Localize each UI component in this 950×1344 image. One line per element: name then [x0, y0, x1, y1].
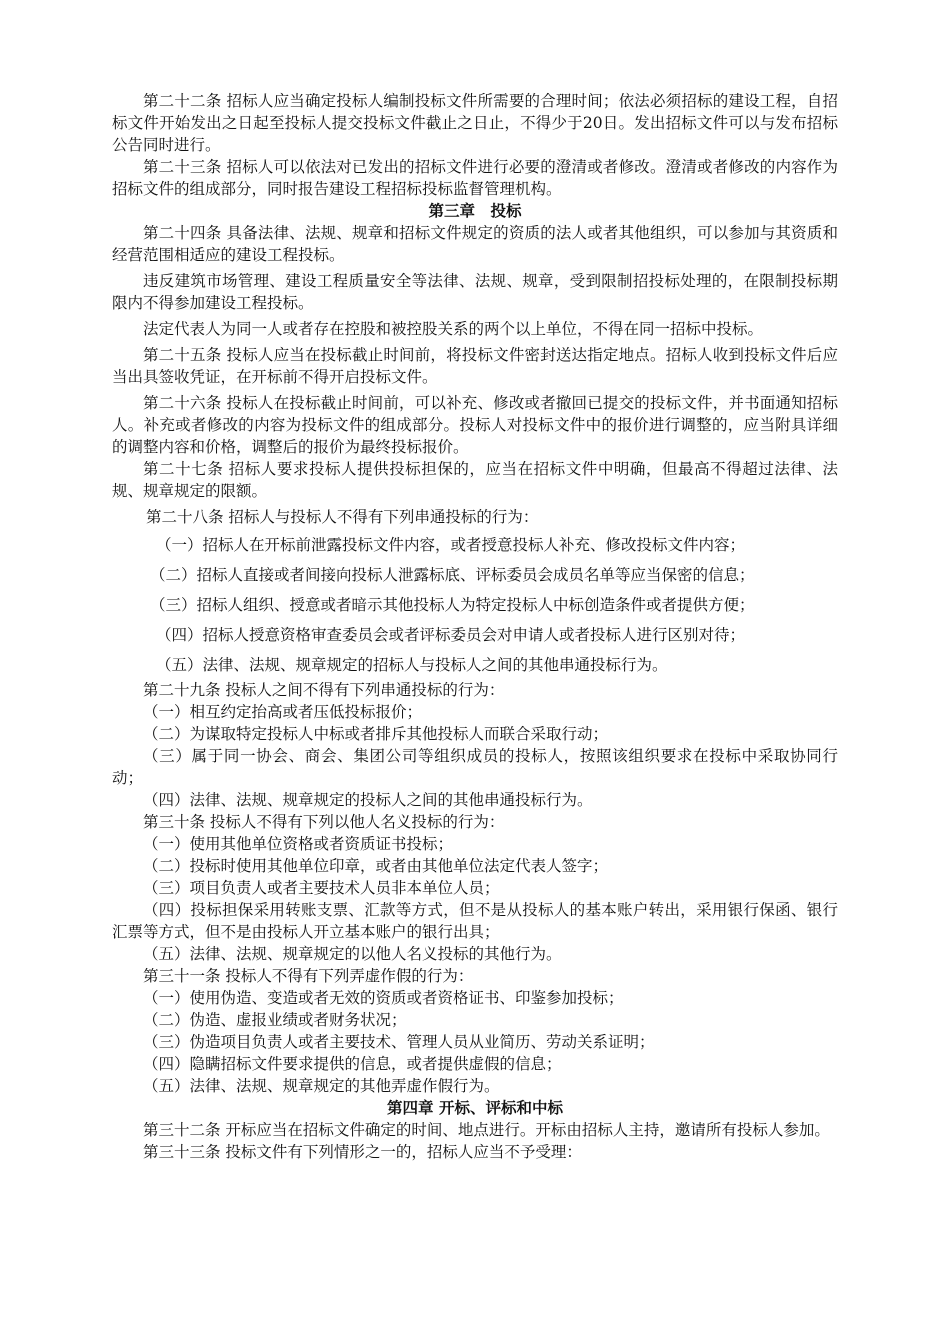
article-28: 第二十八条 招标人与投标人不得有下列串通投标的行为：	[146, 508, 539, 526]
article-24-para-2: 违反建筑市场管理、建设工程质量安全等法律、法规、规章，受到限制招投标处理的，在限制投标期限内不得参加建设工程投标。	[112, 272, 838, 312]
article-33: 第三十三条 投标文件有下列情形之一的，招标人应当不予受理：	[143, 1143, 582, 1161]
article-29-item-2: （二）为谋取特定投标人中标或者排斥其他投标人而联合采取行动；	[143, 725, 609, 743]
article-31-item-4: （四）隐瞒招标文件要求提供的信息，或者提供虚假的信息；	[143, 1055, 562, 1073]
article-29-item-1: （一）相互约定抬高或者压低投标报价；	[143, 703, 423, 721]
article-31-item-1: （一）使用伪造、变造或者无效的资质或者资格证书、印鉴参加投标；	[143, 989, 624, 1007]
article-32: 第三十二条 开标应当在招标文件确定的时间、地点进行。开标由招标人主持，邀请所有投标人参加。	[143, 1121, 830, 1139]
chapter-4-heading: 第四章 开标、评标和中标	[387, 1098, 563, 1117]
article-28-item-3: （三）招标人组织、授意或者暗示其他投标人为特定投标人中标创造条件或者提供方便；	[150, 596, 755, 614]
chapter-3-heading: 第三章 投标	[428, 201, 522, 220]
article-30: 第三十条 投标人不得有下列以他人名义投标的行为：	[143, 813, 505, 831]
article-29-item-3: （三）属于同一协会、商会、集团公司等组织成员的投标人，按照该组织要求在投标中采取协同行动；	[112, 747, 838, 787]
article-26: 第二十六条 投标人在投标截止时间前，可以补充、修改或者撤回已提交的投标文件，并书面通知招标人。补充或者修改的内容为投标文件的组成部分。投标人对投标文件中的报价进行调整的，应当附具详细的调整内容和价格，调整后的报价为最终投标报价。	[112, 394, 838, 456]
article-29: 第二十九条 投标人之间不得有下列串通投标的行为：	[143, 681, 505, 699]
article-30-item-4: （四）投标担保采用转账支票、汇款等方式，但不是从投标人的基本账户转出，采用银行保函、银行汇票等方式，但不是由投标人开立基本账户的银行出具；	[112, 901, 838, 941]
article-24: 第二十四条 具备法律、法规、规章和招标文件规定的资质的法人或者其他组织，可以参加与其资质和经营范围相适应的建设工程投标。	[112, 224, 838, 264]
article-30-item-2: （二）投标时使用其他单位印章，或者由其他单位法定代表人签字；	[143, 857, 609, 875]
article-27: 第二十七条 招标人要求投标人提供投标担保的，应当在招标文件中明确，但最高不得超过法律、法规、规章规定的限额。	[112, 460, 838, 500]
article-24-para-3: 法定代表人为同一人或者存在控股和被控股关系的两个以上单位，不得在同一招标中投标。	[143, 320, 764, 338]
article-25: 第二十五条 投标人应当在投标截止时间前，将投标文件密封送达指定地点。招标人收到投标文件后应当出具签收凭证，在开标前不得开启投标文件。	[112, 346, 838, 386]
article-31: 第三十一条 投标人不得有下列弄虚作假的行为：	[143, 967, 474, 985]
article-30-item-5: （五）法律、法规、规章规定的以他人名义投标的其他行为。	[143, 945, 562, 963]
article-28-item-1: （一）招标人在开标前泄露投标文件内容，或者授意投标人补充、修改投标文件内容；	[156, 536, 746, 554]
article-29-item-4: （四）法律、法规、规章规定的投标人之间的其他串通投标行为。	[143, 791, 593, 809]
article-31-item-5: （五）法律、法规、规章规定的其他弄虚作假行为。	[143, 1077, 500, 1095]
article-31-item-3: （三）伪造项目负责人或者主要技术、管理人员从业简历、劳动关系证明；	[143, 1033, 655, 1051]
article-28-item-5: （五）法律、法规、规章规定的招标人与投标人之间的其他串通投标行为。	[156, 656, 668, 674]
article-28-item-2: （二）招标人直接或者间接向投标人泄露标底、评标委员会成员名单等应当保密的信息；	[150, 566, 755, 584]
article-30-item-1: （一）使用其他单位资格或者资质证书投标；	[143, 835, 454, 853]
document-page	[112, 90, 838, 1163]
article-23: 第二十三条 招标人可以依法对已发出的招标文件进行必要的澄清或者修改。澄清或者修改的内容作为招标文件的组成部分，同时报告建设工程招标投标监督管理机构。	[112, 158, 838, 198]
article-31-item-2: （二）伪造、虚报业绩或者财务状况；	[143, 1011, 407, 1029]
article-30-item-3: （三）项目负责人或者主要技术人员非本单位人员；	[143, 879, 500, 897]
article-28-item-4: （四）招标人授意资格审查委员会或者评标委员会对申请人或者投标人进行区别对待；	[156, 626, 746, 644]
article-22: 第二十二条 招标人应当确定投标人编制投标文件所需要的合理时间；依法必须招标的建设工程，自招标文件开始发出之日起至投标人提交投标文件截止之日止，不得少于20日。发出招标文件可以与发布招标公告同时进行。	[112, 92, 838, 154]
